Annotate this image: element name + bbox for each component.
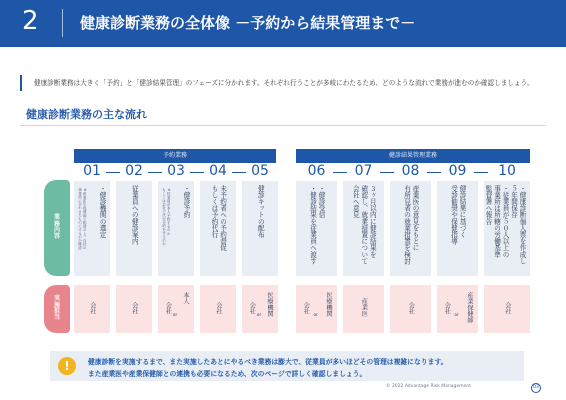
row-label-char: 当 — [53, 314, 60, 322]
step-number-row — [74, 163, 530, 181]
section-title: 健康診断業務の主な流れ — [26, 108, 147, 121]
step-description: 健診結果に基づく 受診勧奨や保健指導 — [449, 185, 466, 245]
responsible-cell — [158, 285, 194, 333]
phase-reservation-banner: 予約業務 — [74, 149, 276, 163]
notice-text-line2: また産業医や産業保健師との連携も必要になるため、次のページで詳しく確認しましょう。 — [88, 370, 367, 378]
step-number: 06 — [307, 163, 326, 179]
step-number: 01 — [83, 163, 101, 179]
step-card — [437, 181, 478, 276]
row-label-char: 実 — [53, 295, 60, 303]
step-note: ※産業医や保健師と相談の上、自社の 事業所に合わせたものにするのか確認 — [78, 188, 88, 250]
responsible-secondary: 医療機関 — [325, 292, 332, 317]
row-label-char: 内 — [53, 227, 60, 234]
responsible-secondary: 医療機関 — [266, 292, 273, 317]
step-description: 産業医の意見をもとに 有所見者の就業措置を検討 — [402, 185, 419, 265]
step-number: 02 — [125, 163, 143, 179]
responsible-primary: 会社 — [503, 302, 511, 315]
step-number: 05 — [251, 163, 269, 179]
page-title: 健康診断業務の全体像 －予約から結果管理まで－ — [80, 14, 416, 32]
step-description: ・健診機関の選定 — [98, 185, 106, 238]
step-description: ・健康診断個人票を作成し ５年間保存 ・従業員が５０人以上の 事業所は所轄の労働基準 監督署へ報告 — [484, 185, 526, 265]
responsible-cell — [343, 285, 384, 333]
responsible-primary: 会社 — [248, 302, 256, 315]
responsible-or: or — [257, 312, 262, 317]
notice-text-line1: 健康診断を実施するまで、また実施したあとにやるべき業務は膨大で、従業員が多いほどその管理は複雑になります。 — [88, 358, 448, 366]
responsible-primary: 会社 — [130, 302, 138, 315]
responsible-primary: 会社 — [164, 302, 172, 315]
responsible-primary: 産業医 — [360, 298, 368, 317]
responsible-secondary: 本人 — [182, 292, 189, 305]
step-card — [343, 181, 384, 276]
responsible-or: or — [313, 312, 318, 317]
step-card — [116, 181, 152, 276]
responsible-cell — [437, 285, 478, 333]
responsible-primary: 会社 — [302, 302, 310, 315]
step-description: ・健診受信 ・健診結果を従業員へ渡す — [308, 185, 325, 265]
step-card — [296, 181, 337, 276]
responsible-cell — [200, 285, 236, 333]
responsible-or: or — [454, 312, 459, 317]
step-description: 未予約者への予約督促 もしくは予約代行 — [210, 185, 227, 251]
step-card — [200, 181, 236, 276]
step-number: 04 — [209, 163, 227, 179]
step-number: 03 — [167, 163, 185, 179]
responsible-cell — [74, 285, 110, 333]
responsible-primary: 会社 — [443, 302, 451, 315]
page-header — [0, 0, 566, 47]
step-card — [242, 181, 278, 276]
responsible-primary: 会社 — [88, 302, 96, 315]
alert-icon: ! — [58, 357, 76, 375]
step-description: ・健診予約 — [182, 185, 190, 218]
step-description: 健診キットの配布 — [256, 185, 265, 238]
step-number: 10 — [498, 163, 516, 179]
step-number: 07 — [354, 163, 373, 179]
row-label-responsible — [44, 285, 70, 333]
step-description: 従業員への健診案内 — [130, 185, 139, 245]
responsible-primary: 会社 — [407, 302, 415, 315]
page-number-badge: 03 — [531, 383, 541, 393]
step-number: 08 — [401, 163, 420, 179]
step-description: ３ヶ月以内に健診結果を 確認し、就業措置について 会社へ意見 — [351, 185, 377, 265]
section-divider — [20, 125, 546, 126]
step-card — [158, 181, 194, 276]
responsible-cell — [296, 285, 337, 333]
intro-text: 健康診断業務は大きく「予約」と「健診結果管理」のフェーズに分かれます。それぞれ行うことが多岐にわたるため、どのような流れで業務が進むのか確認しましょう。 — [20, 75, 550, 91]
responsible-secondary: 産業保健師 — [466, 292, 473, 323]
step-note: ※従業員が本人予約するのか もしくは会社で代行予約をするのか — [162, 188, 172, 246]
row-label-char: 務 — [53, 220, 60, 228]
step-card — [390, 181, 431, 276]
responsible-or: or — [173, 312, 178, 317]
step-number: 09 — [448, 163, 467, 179]
row-label-char: 施 — [53, 301, 60, 309]
row-label-tasks — [44, 180, 70, 276]
responsible-cell — [116, 285, 152, 333]
step-card — [484, 181, 530, 276]
copyright-text: © 2022 Advantage Risk Management — [386, 384, 471, 389]
phase-result-management-banner: 健診結果管理業務 — [296, 149, 530, 163]
responsible-cell — [242, 285, 278, 333]
row-label-char: 容 — [53, 233, 60, 241]
step-card — [74, 181, 110, 276]
section-number: 2 — [22, 6, 39, 36]
row-label-char: 担 — [53, 308, 60, 315]
header-divider — [62, 9, 63, 37]
responsible-cell — [390, 285, 431, 333]
row-label-char: 業 — [53, 214, 60, 222]
responsible-primary: 会社 — [214, 302, 222, 315]
responsible-cell — [484, 285, 530, 333]
